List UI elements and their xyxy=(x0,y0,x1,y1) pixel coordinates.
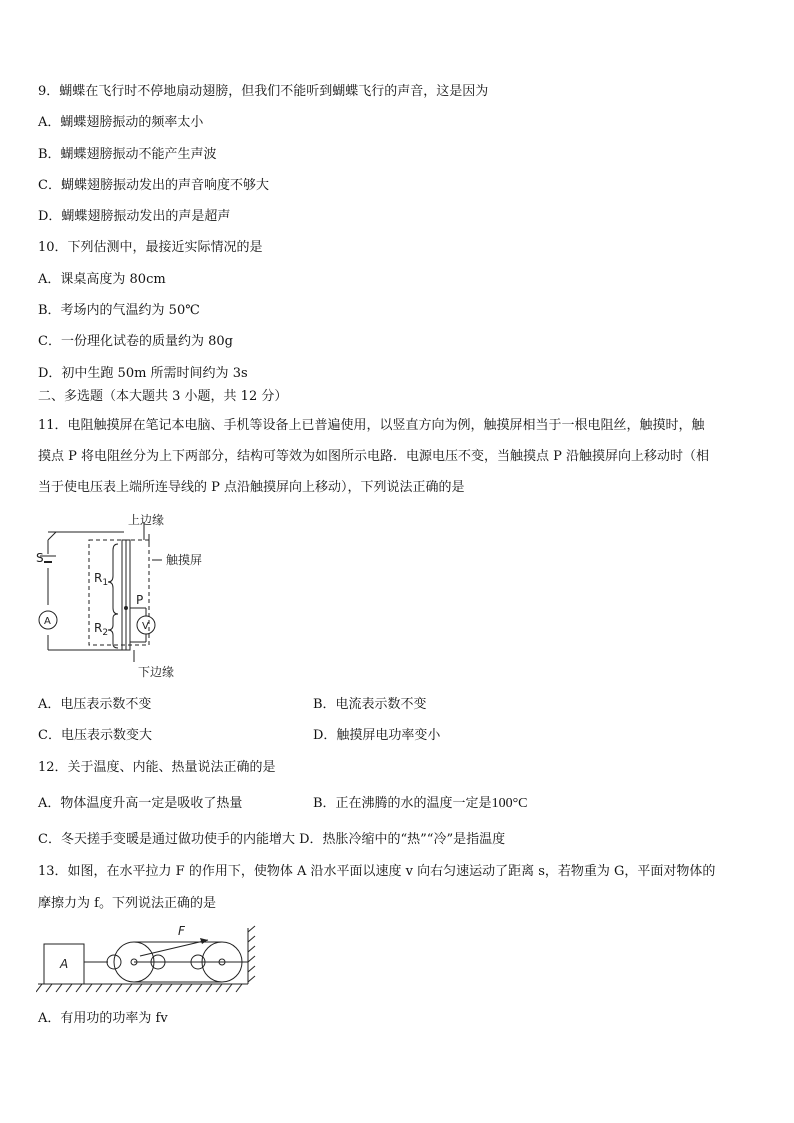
q12-option-b-value: 100 xyxy=(491,796,513,811)
label-r1 xyxy=(94,571,108,588)
q11-option-c: C．电压表示数变大 xyxy=(38,728,152,743)
pulley-system-diagram xyxy=(36,922,266,998)
label-r1-main: R xyxy=(94,571,103,585)
q11-stem-line-2: 摸点 P 将电阻丝分为上下两部分，结构可等效为如图所示电路．电源电压不变，当触摸点 P 沿触摸屏向上移动时（相 xyxy=(38,449,710,464)
q12-option-b-text: B．正在沸腾的水的温度一定是 xyxy=(313,796,492,811)
q9-option-a: A．蝴蝶翅膀振动的频率太小 xyxy=(38,115,204,130)
label-force-f: F xyxy=(178,924,185,938)
q13-option-a: A．有用功的功率为 fv xyxy=(38,1011,168,1026)
q11-stem-line-1: 11．电阻触摸屏在笔记本电脑、手机等设备上已普遍使用，以竖直方向为例，触摸屏相当于一根电阻丝，触摸时，触 xyxy=(38,418,705,433)
section-heading-multiple-choice: 二、多选题（本大题共 3 小题，共 12 分） xyxy=(38,389,288,404)
label-point-p: P xyxy=(136,593,144,607)
q11-option-a: A．电压表示数不变 xyxy=(38,697,152,712)
q11-stem-line-3: 当于使电压表上端所连导线的 P 点沿触摸屏向上移动），下列说法正确的是 xyxy=(38,480,465,495)
brace-r2 xyxy=(108,614,118,648)
label-bottom-edge: 下边缘 xyxy=(138,665,175,679)
label-r2-main: R xyxy=(94,621,103,635)
label-switch: S xyxy=(36,551,44,565)
q9-stem: 9．蝴蝶在飞行时不停地扇动翅膀，但我们不能听到蝴蝶飞行的声音，这是因为 xyxy=(38,84,489,99)
q11-option-b: B．电流表示数不变 xyxy=(313,697,427,712)
force-arrow-head xyxy=(200,938,208,944)
q10-stem: 10．下列估测中，最接近实际情况的是 xyxy=(38,240,263,255)
label-r2-sub: 2 xyxy=(102,628,109,638)
q10-option-a: A．课桌高度为 80cm xyxy=(38,272,166,287)
q10-option-c: C．一份理化试卷的质量约为 80g xyxy=(38,334,233,349)
label-r2 xyxy=(94,621,108,638)
q10-option-d: D．初中生跑 50m 所需时间约为 3s xyxy=(38,366,248,381)
ground-hatching xyxy=(36,984,242,992)
q9-option-b: B．蝴蝶翅膀振动不能产生声波 xyxy=(38,147,217,162)
label-ammeter: A xyxy=(44,616,51,627)
q12-option-b xyxy=(313,796,528,812)
label-block-a: A xyxy=(60,957,69,971)
touch-screen-circuit-diagram xyxy=(34,510,234,680)
q13-stem-line-1: 13．如图，在水平拉力 F 的作用下，使物体 A 沿水平面以速度 v 向右匀速运动了距离 s，若物重为 G，平面对物体的 xyxy=(38,864,716,879)
label-r1-sub: 1 xyxy=(102,578,109,588)
q12-stem: 12．关于温度、内能、热量说法正确的是 xyxy=(38,760,276,775)
q12-option-a: A．物体温度升高一定是吸收了热量 xyxy=(38,796,243,811)
q13-stem-line-2: 摩擦力为 f。下列说法正确的是 xyxy=(38,896,216,911)
q12-option-c-d: C．冬天搓手变暖是通过做功使手的内能增大 D．热胀冷缩中的“热”“冷”是指温度 xyxy=(38,832,506,847)
q10-option-b: B．考场内的气温约为 50℃ xyxy=(38,303,200,318)
touch-point-dot xyxy=(124,606,128,610)
q9-option-c: C．蝴蝶翅膀振动发出的声音响度不够大 xyxy=(38,178,269,193)
wall-hatching xyxy=(248,926,255,982)
switch-lever xyxy=(48,532,56,540)
q12-option-b-unit: °C xyxy=(512,796,528,811)
label-voltmeter: V xyxy=(142,621,149,632)
brace-r1 xyxy=(108,544,118,614)
q9-option-d: D．蝴蝶翅膀振动发出的声是超声 xyxy=(38,209,231,224)
q11-option-d: D．触摸屏电功率变小 xyxy=(313,728,441,743)
label-top-edge: 上边缘 xyxy=(128,513,165,527)
label-touch-screen: 触摸屏 xyxy=(166,553,203,567)
